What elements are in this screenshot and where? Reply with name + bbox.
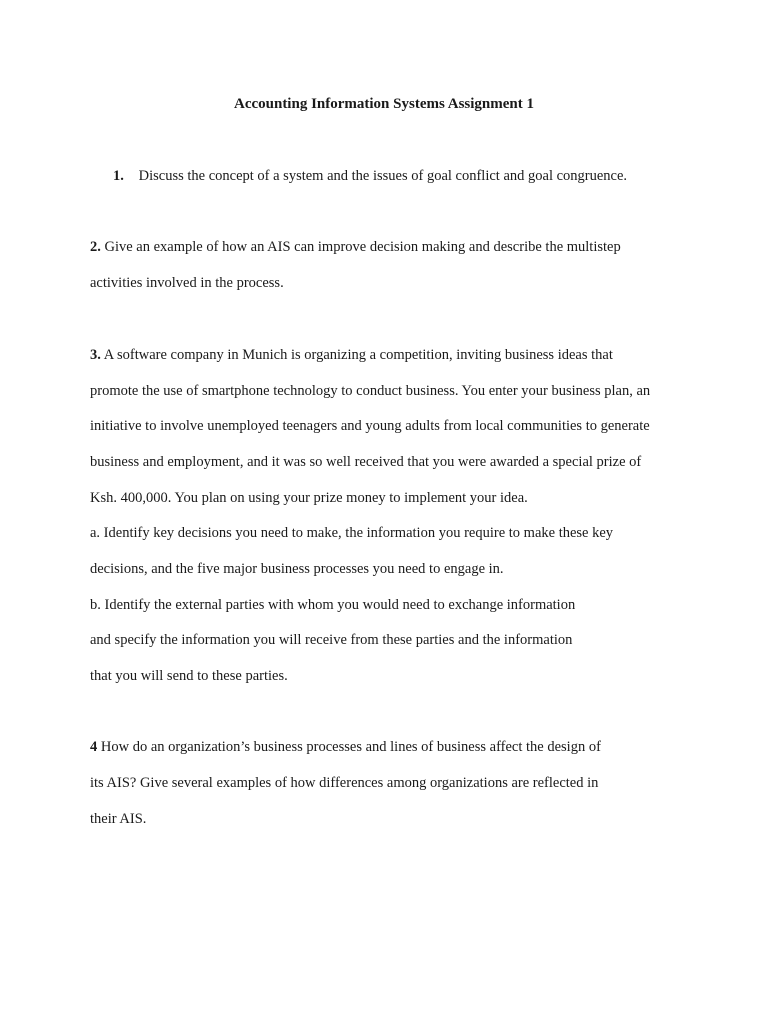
question-1-number: 1. [113, 168, 124, 184]
question-3-line-2: promote the use of smartphone technology to conduct business. You enter your business plan, an [90, 383, 651, 399]
question-4-text: How do an organization’s business processes and lines of business affect the design of [97, 739, 601, 755]
question-3-number: 3. [90, 347, 101, 363]
question-3a-line-2: decisions, and the five major business processes you need to engage in. [90, 561, 504, 577]
question-4-line-1 [90, 737, 601, 757]
question-2-text: Give an example of how an AIS can improve decision making and describe the multistep [100, 239, 621, 255]
question-3b-line-3: that you will send to these parties. [90, 668, 288, 684]
question-2-number: 2. [90, 239, 101, 255]
question-4-line-3: their AIS. [90, 811, 147, 827]
question-1-text: Discuss the concept of a system and the issues of goal conflict and goal congruence. [138, 168, 628, 184]
question-3b-line-2: and specify the information you will receive from these parties and the information [90, 632, 573, 648]
question-3-line-4: business and employment, and it was so well received that you were awarded a special prize of [90, 454, 642, 470]
question-3-line-1 [90, 345, 613, 365]
question-3-line-5: Ksh. 400,000. You plan on using your prize money to implement your idea. [90, 490, 528, 506]
question-2-line-2: activities involved in the process. [90, 275, 284, 291]
question-3-line-3: initiative to involve unemployed teenagers and young adults from local communities to generate [90, 418, 650, 434]
question-1 [113, 166, 627, 186]
question-3b-line-1: b. Identify the external parties with whom you would need to exchange information [90, 597, 576, 613]
page-title: Accounting Information Systems Assignment 1 [233, 96, 534, 112]
question-2-line-1 [90, 237, 621, 257]
question-4-number: 4 [90, 739, 98, 755]
question-3a-line-1: a. Identify key decisions you need to make, the information you require to make these key [90, 525, 614, 541]
question-3-text: A software company in Munich is organizing a competition, inviting business ideas that [100, 347, 613, 363]
question-4-line-2: its AIS? Give several examples of how differences among organizations are reflected in [90, 775, 599, 791]
